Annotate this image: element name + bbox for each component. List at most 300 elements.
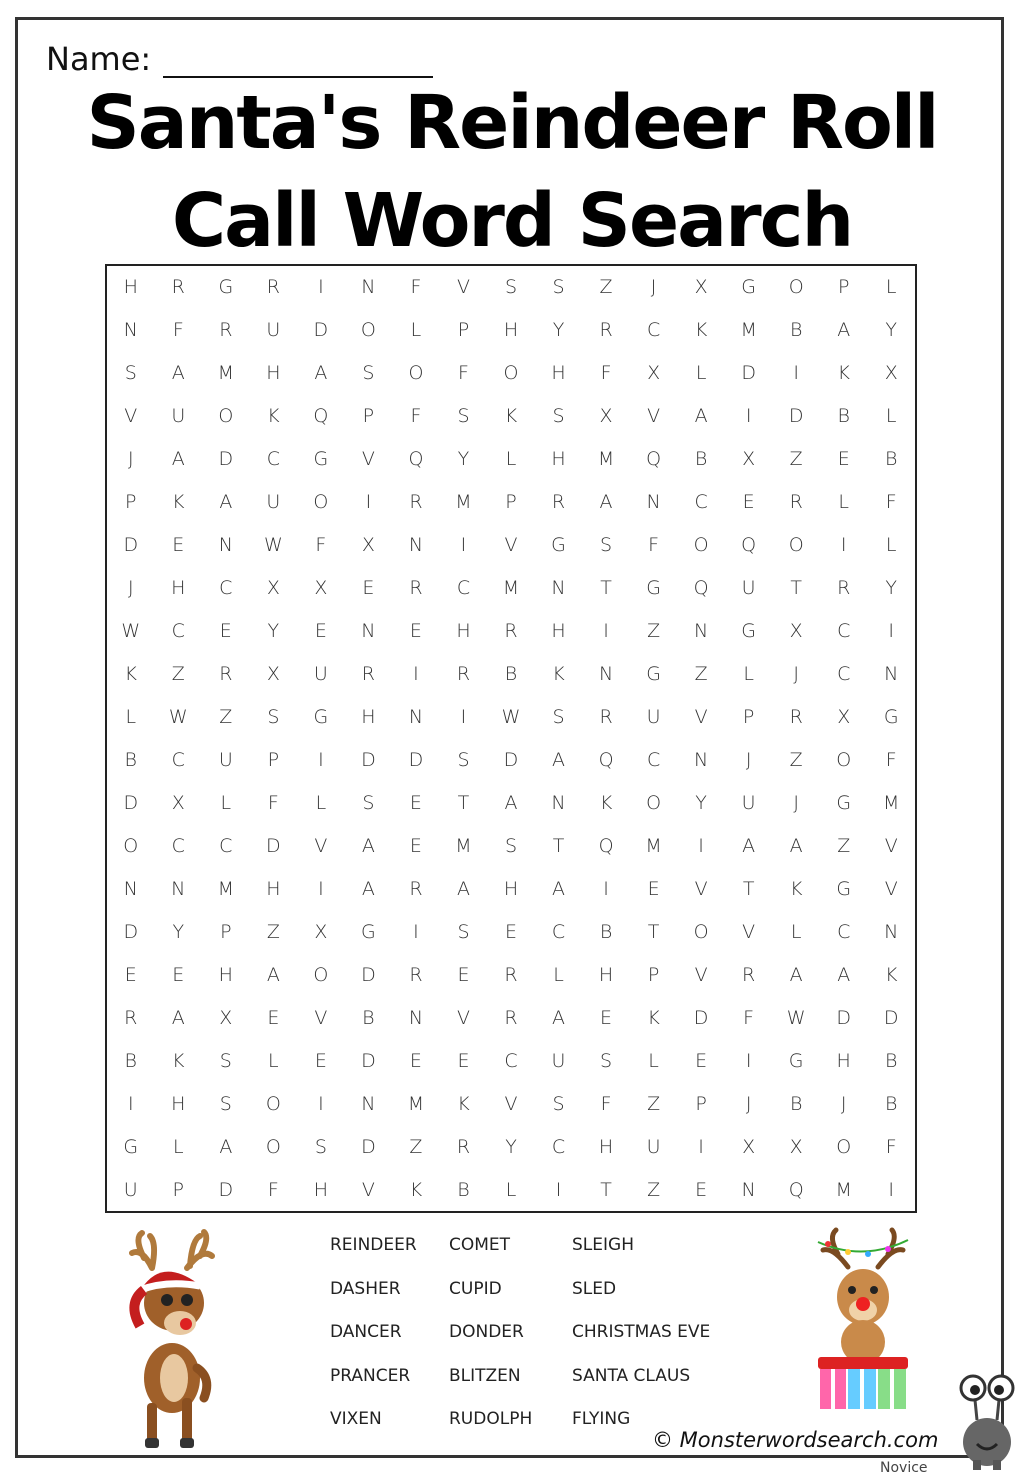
grid-letter[interactable]: K — [172, 1049, 185, 1072]
grid-letter[interactable]: K — [172, 491, 185, 514]
grid-letter[interactable]: M — [407, 1092, 425, 1115]
grid-letter[interactable]: I — [318, 276, 324, 299]
grid-letter[interactable]: A — [171, 448, 185, 471]
grid-letter[interactable]: F — [458, 362, 469, 385]
grid-letter[interactable]: A — [789, 834, 803, 857]
grid-letter[interactable]: E — [742, 491, 755, 514]
grid-letter[interactable]: V — [361, 1178, 375, 1201]
grid-letter[interactable]: H — [598, 963, 614, 986]
grid-letter[interactable]: G — [836, 877, 852, 900]
grid-letter[interactable]: A — [361, 834, 375, 857]
grid-letter[interactable]: C — [171, 620, 185, 643]
grid-letter[interactable]: H — [503, 319, 519, 342]
grid-letter[interactable]: Q — [646, 448, 662, 471]
grid-letter[interactable]: K — [837, 362, 850, 385]
grid-letter[interactable]: U — [123, 1178, 138, 1201]
grid-letter[interactable]: H — [551, 620, 566, 643]
grid-letter[interactable]: J — [840, 1092, 847, 1115]
grid-letter[interactable]: C — [551, 1135, 566, 1158]
grid-letter[interactable]: N — [408, 706, 424, 728]
grid-letter[interactable]: W — [121, 620, 141, 643]
grid-letter[interactable]: L — [885, 405, 897, 428]
grid-letter[interactable]: J — [127, 577, 134, 600]
grid-letter[interactable]: F — [743, 1006, 755, 1029]
grid-letter[interactable]: C — [837, 663, 851, 686]
grid-letter[interactable]: S — [314, 1135, 327, 1158]
grid-letter[interactable]: I — [318, 748, 324, 771]
grid-letter[interactable]: O — [693, 534, 709, 557]
grid-letter[interactable]: E — [124, 963, 137, 986]
grid-letter[interactable]: D — [788, 405, 804, 428]
grid-letter[interactable]: E — [172, 963, 185, 986]
grid-letter[interactable]: Q — [741, 534, 757, 557]
grid-letter[interactable]: L — [695, 362, 707, 385]
grid-letter[interactable]: R — [742, 963, 756, 986]
grid-letter[interactable]: N — [408, 534, 424, 557]
grid-letter[interactable]: L — [553, 963, 564, 986]
grid-letter[interactable]: N — [551, 577, 566, 600]
grid-letter[interactable]: Z — [219, 706, 233, 728]
grid-letter[interactable]: N — [361, 1092, 376, 1115]
grid-letter[interactable]: P — [695, 1092, 707, 1115]
grid-letter[interactable]: B — [837, 405, 850, 428]
grid-letter[interactable]: Y — [885, 319, 898, 342]
grid-letter[interactable]: T — [790, 577, 802, 600]
grid-letter[interactable]: C — [837, 920, 851, 943]
grid-letter[interactable]: B — [789, 1092, 803, 1115]
grid-letter[interactable]: U — [171, 405, 186, 428]
grid-letter[interactable]: X — [884, 362, 898, 385]
grid-letter[interactable]: V — [694, 877, 708, 900]
grid-letter[interactable]: N — [884, 920, 899, 943]
grid-letter[interactable]: Y — [885, 577, 898, 600]
grid-letter[interactable]: R — [409, 577, 423, 600]
grid-letter[interactable]: M — [217, 362, 235, 385]
grid-letter[interactable]: C — [219, 577, 233, 600]
grid-letter[interactable]: G — [741, 620, 756, 643]
grid-letter[interactable]: B — [885, 1049, 898, 1072]
grid-letter[interactable]: K — [884, 963, 898, 986]
grid-letter[interactable]: B — [885, 448, 898, 471]
grid-letter[interactable]: F — [410, 405, 422, 428]
grid-letter[interactable]: I — [888, 620, 895, 643]
grid-letter[interactable]: P — [362, 405, 375, 428]
grid-letter[interactable]: P — [505, 491, 517, 514]
grid-letter[interactable]: V — [647, 405, 661, 428]
grid-letter[interactable]: C — [266, 448, 280, 471]
grid-letter[interactable]: Q — [598, 748, 614, 771]
grid-letter[interactable]: J — [745, 1092, 752, 1115]
grid-letter[interactable]: A — [837, 319, 851, 342]
grid-letter[interactable]: X — [837, 706, 851, 728]
grid-letter[interactable]: Z — [837, 834, 851, 857]
grid-letter[interactable]: X — [171, 791, 185, 814]
grid-letter[interactable]: K — [789, 877, 803, 900]
grid-letter[interactable]: X — [314, 920, 328, 943]
grid-letter[interactable]: Y — [552, 319, 565, 342]
grid-letter[interactable]: G — [123, 1135, 139, 1158]
grid-letter[interactable]: A — [694, 405, 708, 428]
grid-letter[interactable]: O — [218, 405, 234, 428]
grid-letter[interactable]: I — [603, 620, 609, 643]
grid-letter[interactable]: E — [362, 577, 375, 600]
grid-letter[interactable]: E — [457, 963, 470, 986]
grid-letter[interactable]: O — [313, 491, 329, 514]
grid-letter[interactable]: X — [266, 663, 280, 686]
grid-letter[interactable]: L — [172, 1135, 184, 1158]
grid-letter[interactable]: I — [888, 1178, 895, 1201]
grid-letter[interactable]: S — [124, 362, 137, 385]
grid-letter[interactable]: L — [790, 920, 802, 943]
grid-letter[interactable]: E — [837, 448, 850, 471]
grid-letter[interactable]: O — [646, 791, 662, 814]
grid-letter[interactable]: N — [884, 663, 899, 686]
grid-letter[interactable]: A — [599, 491, 613, 514]
grid-letter[interactable]: L — [838, 491, 849, 514]
grid-letter[interactable]: X — [694, 276, 708, 299]
grid-letter[interactable]: V — [884, 877, 898, 900]
grid-letter[interactable]: U — [646, 706, 661, 728]
grid-letter[interactable]: D — [218, 1178, 234, 1201]
grid-letter[interactable]: V — [314, 834, 328, 857]
grid-letter[interactable]: R — [409, 877, 423, 900]
grid-letter[interactable]: D — [123, 534, 139, 557]
grid-letter[interactable]: Q — [693, 577, 709, 600]
grid-letter[interactable]: H — [551, 362, 566, 385]
grid-letter[interactable]: R — [789, 491, 803, 514]
grid-letter[interactable]: X — [266, 577, 280, 600]
grid-letter[interactable]: K — [267, 405, 280, 428]
grid-letter[interactable]: R — [266, 276, 280, 299]
grid-letter[interactable]: T — [600, 577, 612, 600]
grid-letter[interactable]: I — [745, 1049, 752, 1072]
grid-letter[interactable]: R — [599, 706, 613, 728]
grid-letter[interactable]: D — [503, 748, 519, 771]
grid-letter[interactable]: I — [127, 1092, 134, 1115]
grid-letter[interactable]: N — [218, 534, 233, 557]
grid-letter[interactable]: E — [600, 1006, 613, 1029]
grid-letter[interactable]: P — [267, 748, 280, 771]
grid-letter[interactable]: M — [645, 834, 662, 857]
grid-letter[interactable]: V — [124, 405, 138, 428]
grid-letter[interactable]: H — [123, 276, 138, 299]
grid-letter[interactable]: L — [410, 319, 422, 342]
grid-letter[interactable]: S — [457, 405, 470, 428]
grid-letter[interactable]: H — [266, 877, 281, 900]
grid-letter[interactable]: S — [504, 834, 518, 857]
grid-letter[interactable]: U — [741, 791, 756, 814]
grid-letter[interactable]: O — [265, 1135, 281, 1158]
grid-letter[interactable]: F — [885, 1135, 897, 1158]
grid-letter[interactable]: E — [172, 534, 185, 557]
grid-letter[interactable]: A — [171, 362, 185, 385]
grid-letter[interactable]: Z — [409, 1135, 423, 1158]
grid-letter[interactable]: R — [409, 963, 423, 986]
grid-letter[interactable]: N — [361, 620, 376, 643]
grid-letter[interactable]: A — [742, 834, 756, 857]
grid-letter[interactable]: N — [551, 791, 566, 814]
grid-letter[interactable]: Z — [647, 1178, 661, 1201]
grid-letter[interactable]: V — [361, 448, 375, 471]
grid-letter[interactable]: R — [789, 706, 803, 728]
grid-letter[interactable]: R — [837, 577, 851, 600]
grid-letter[interactable]: M — [597, 448, 615, 471]
grid-letter[interactable]: A — [552, 1006, 566, 1029]
grid-letter[interactable]: M — [455, 834, 472, 857]
grid-letter[interactable]: H — [313, 1178, 329, 1201]
grid-letter[interactable]: I — [318, 877, 324, 900]
grid-letter[interactable]: L — [125, 706, 137, 728]
grid-letter[interactable]: B — [457, 1178, 470, 1201]
grid-letter[interactable]: L — [505, 1178, 517, 1201]
grid-letter[interactable]: S — [552, 405, 565, 428]
grid-letter[interactable]: X — [789, 620, 803, 643]
grid-letter[interactable]: E — [504, 920, 517, 943]
grid-letter[interactable]: A — [552, 877, 566, 900]
grid-letter[interactable]: Y — [695, 791, 707, 814]
grid-letter[interactable]: F — [410, 276, 422, 299]
grid-letter[interactable]: B — [789, 319, 803, 342]
grid-letter[interactable]: A — [456, 877, 470, 900]
grid-letter[interactable]: F — [885, 748, 897, 771]
grid-letter[interactable]: O — [836, 748, 852, 771]
grid-letter[interactable]: Y — [505, 1135, 517, 1158]
grid-letter[interactable]: H — [218, 963, 233, 986]
grid-letter[interactable]: U — [646, 1135, 661, 1158]
grid-letter[interactable]: R — [551, 491, 566, 514]
grid-letter[interactable]: K — [409, 1178, 423, 1201]
grid-letter[interactable]: Z — [647, 620, 661, 643]
grid-letter[interactable]: S — [362, 791, 375, 814]
grid-letter[interactable]: E — [314, 1049, 327, 1072]
grid-letter[interactable]: Z — [789, 448, 803, 471]
grid-letter[interactable]: X — [742, 1135, 756, 1158]
word-search-grid[interactable] — [105, 264, 917, 1213]
grid-letter[interactable]: R — [504, 963, 518, 986]
grid-letter[interactable]: N — [408, 1006, 424, 1029]
grid-letter[interactable]: O — [123, 834, 139, 857]
grid-letter[interactable]: Q — [598, 834, 614, 857]
grid-letter[interactable]: K — [504, 405, 518, 428]
grid-letter[interactable]: N — [694, 620, 709, 643]
grid-letter[interactable]: A — [504, 791, 518, 814]
grid-letter[interactable]: S — [600, 534, 613, 557]
grid-letter[interactable]: G — [836, 791, 852, 814]
grid-letter[interactable]: D — [361, 963, 376, 986]
grid-letter[interactable]: H — [456, 620, 471, 643]
grid-letter[interactable]: I — [698, 1135, 704, 1158]
grid-letter[interactable]: E — [409, 791, 422, 814]
grid-letter[interactable]: X — [599, 405, 613, 428]
grid-letter[interactable]: Z — [266, 920, 280, 943]
grid-letter[interactable]: C — [171, 834, 185, 857]
grid-letter[interactable]: J — [650, 276, 657, 299]
grid-letter[interactable]: O — [836, 1135, 852, 1158]
grid-letter[interactable]: E — [695, 1178, 708, 1201]
grid-letter[interactable]: R — [219, 319, 233, 342]
grid-letter[interactable]: W — [168, 706, 188, 728]
grid-letter[interactable]: L — [268, 1049, 279, 1072]
grid-letter[interactable]: V — [456, 1006, 470, 1029]
grid-letter[interactable]: O — [503, 362, 519, 385]
grid-letter[interactable]: S — [362, 362, 375, 385]
grid-letter[interactable]: R — [456, 663, 471, 686]
grid-letter[interactable]: E — [647, 877, 660, 900]
grid-letter[interactable]: G — [361, 920, 376, 943]
grid-letter[interactable]: H — [361, 706, 376, 728]
grid-letter[interactable]: D — [741, 362, 756, 385]
grid-letter[interactable]: V — [694, 963, 708, 986]
grid-letter[interactable]: A — [552, 748, 566, 771]
grid-letter[interactable]: S — [600, 1049, 613, 1072]
grid-letter[interactable]: K — [599, 791, 613, 814]
grid-letter[interactable]: E — [409, 1049, 422, 1072]
grid-letter[interactable]: K — [457, 1092, 470, 1115]
grid-letter[interactable]: A — [219, 1135, 233, 1158]
grid-letter[interactable]: M — [455, 491, 472, 514]
grid-letter[interactable]: S — [504, 276, 518, 299]
grid-letter[interactable]: C — [456, 577, 471, 600]
grid-letter[interactable]: G — [883, 706, 899, 728]
grid-letter[interactable]: B — [124, 748, 137, 771]
grid-letter[interactable]: R — [456, 1135, 471, 1158]
grid-letter[interactable]: T — [457, 791, 470, 814]
grid-letter[interactable]: I — [840, 534, 847, 557]
grid-letter[interactable]: G — [218, 276, 234, 299]
grid-letter[interactable]: S — [552, 706, 565, 728]
grid-letter[interactable]: P — [172, 1178, 185, 1201]
grid-letter[interactable]: W — [263, 534, 283, 557]
grid-letter[interactable]: I — [413, 663, 419, 686]
grid-letter[interactable]: C — [694, 491, 708, 514]
grid-letter[interactable]: O — [360, 319, 376, 342]
grid-letter[interactable]: E — [267, 1006, 280, 1029]
grid-letter[interactable]: F — [172, 319, 184, 342]
grid-letter[interactable]: J — [127, 448, 134, 471]
grid-letter[interactable]: O — [693, 920, 709, 943]
grid-letter[interactable]: P — [837, 276, 850, 299]
grid-letter[interactable]: O — [265, 1092, 281, 1115]
grid-letter[interactable]: C — [219, 834, 233, 857]
grid-letter[interactable]: C — [837, 620, 851, 643]
grid-letter[interactable]: A — [171, 1006, 185, 1029]
grid-letter[interactable]: D — [123, 791, 139, 814]
grid-letter[interactable]: G — [646, 577, 661, 600]
grid-letter[interactable]: C — [551, 920, 566, 943]
grid-letter[interactable]: D — [693, 1006, 709, 1029]
grid-letter[interactable]: B — [599, 920, 613, 943]
grid-letter[interactable]: I — [793, 362, 799, 385]
grid-letter[interactable]: B — [504, 663, 518, 686]
grid-letter[interactable]: F — [648, 534, 660, 557]
grid-letter[interactable]: K — [647, 1006, 660, 1029]
grid-letter[interactable]: Q — [408, 448, 424, 471]
grid-letter[interactable]: L — [505, 448, 517, 471]
grid-letter[interactable]: R — [504, 1006, 518, 1029]
grid-letter[interactable]: E — [695, 1049, 708, 1072]
grid-letter[interactable]: E — [457, 1049, 470, 1072]
grid-letter[interactable]: Q — [313, 405, 329, 428]
grid-letter[interactable]: H — [503, 877, 519, 900]
grid-letter[interactable]: N — [646, 491, 661, 514]
grid-letter[interactable]: P — [742, 706, 755, 728]
grid-letter[interactable]: I — [365, 491, 372, 514]
grid-letter[interactable]: N — [171, 877, 186, 900]
grid-letter[interactable]: G — [788, 1049, 804, 1072]
grid-letter[interactable]: W — [786, 1006, 806, 1029]
grid-letter[interactable]: G — [646, 663, 661, 686]
grid-letter[interactable]: X — [219, 1006, 233, 1029]
grid-letter[interactable]: U — [218, 748, 233, 771]
grid-letter[interactable]: V — [314, 1006, 328, 1029]
grid-letter[interactable]: H — [171, 577, 186, 600]
grid-letter[interactable]: T — [647, 920, 660, 943]
grid-letter[interactable]: X — [742, 448, 756, 471]
grid-letter[interactable]: R — [171, 276, 185, 299]
grid-letter[interactable]: W — [501, 706, 521, 728]
grid-letter[interactable]: D — [218, 448, 234, 471]
grid-letter[interactable]: H — [171, 1092, 186, 1115]
grid-letter[interactable]: O — [313, 963, 329, 986]
grid-letter[interactable]: P — [125, 491, 137, 514]
grid-letter[interactable]: I — [460, 534, 467, 557]
grid-letter[interactable]: U — [551, 1049, 566, 1072]
grid-letter[interactable]: S — [552, 276, 565, 299]
grid-letter[interactable]: X — [361, 534, 375, 557]
grid-letter[interactable]: V — [884, 834, 898, 857]
grid-letter[interactable]: R — [361, 663, 375, 686]
grid-letter[interactable]: G — [741, 276, 756, 299]
grid-letter[interactable]: F — [267, 1178, 279, 1201]
grid-letter[interactable]: F — [885, 491, 897, 514]
grid-letter[interactable]: R — [124, 1006, 138, 1029]
grid-letter[interactable]: P — [647, 963, 660, 986]
grid-letter[interactable]: I — [745, 405, 752, 428]
grid-letter[interactable]: L — [315, 791, 327, 814]
grid-letter[interactable]: D — [313, 319, 329, 342]
grid-letter[interactable]: P — [220, 920, 232, 943]
grid-letter[interactable]: D — [883, 1006, 899, 1029]
grid-letter[interactable]: C — [646, 319, 661, 342]
grid-letter[interactable]: S — [219, 1049, 232, 1072]
grid-letter[interactable]: V — [456, 276, 470, 299]
grid-letter[interactable]: X — [314, 577, 328, 600]
grid-letter[interactable]: Z — [694, 663, 708, 686]
grid-letter[interactable]: T — [552, 834, 565, 857]
grid-letter[interactable]: M — [502, 577, 520, 600]
grid-letter[interactable]: A — [219, 491, 233, 514]
grid-letter[interactable]: F — [600, 362, 612, 385]
grid-letter[interactable]: H — [598, 1135, 614, 1158]
grid-letter[interactable]: S — [457, 920, 470, 943]
grid-letter[interactable]: B — [362, 1006, 375, 1029]
grid-letter[interactable]: J — [793, 663, 799, 686]
grid-letter[interactable]: N — [598, 663, 614, 686]
grid-letter[interactable]: S — [457, 748, 470, 771]
grid-letter[interactable]: I — [318, 1092, 324, 1115]
grid-letter[interactable]: C — [504, 1049, 518, 1072]
grid-letter[interactable]: M — [835, 1178, 852, 1201]
grid-letter[interactable]: C — [646, 748, 661, 771]
grid-letter[interactable]: E — [314, 620, 327, 643]
grid-letter[interactable]: D — [123, 920, 139, 943]
grid-letter[interactable]: J — [793, 791, 799, 814]
grid-letter[interactable]: H — [266, 362, 281, 385]
grid-letter[interactable]: Y — [267, 620, 280, 643]
grid-letter[interactable]: O — [788, 534, 804, 557]
grid-letter[interactable]: Q — [788, 1178, 804, 1201]
grid-letter[interactable]: I — [460, 706, 467, 728]
